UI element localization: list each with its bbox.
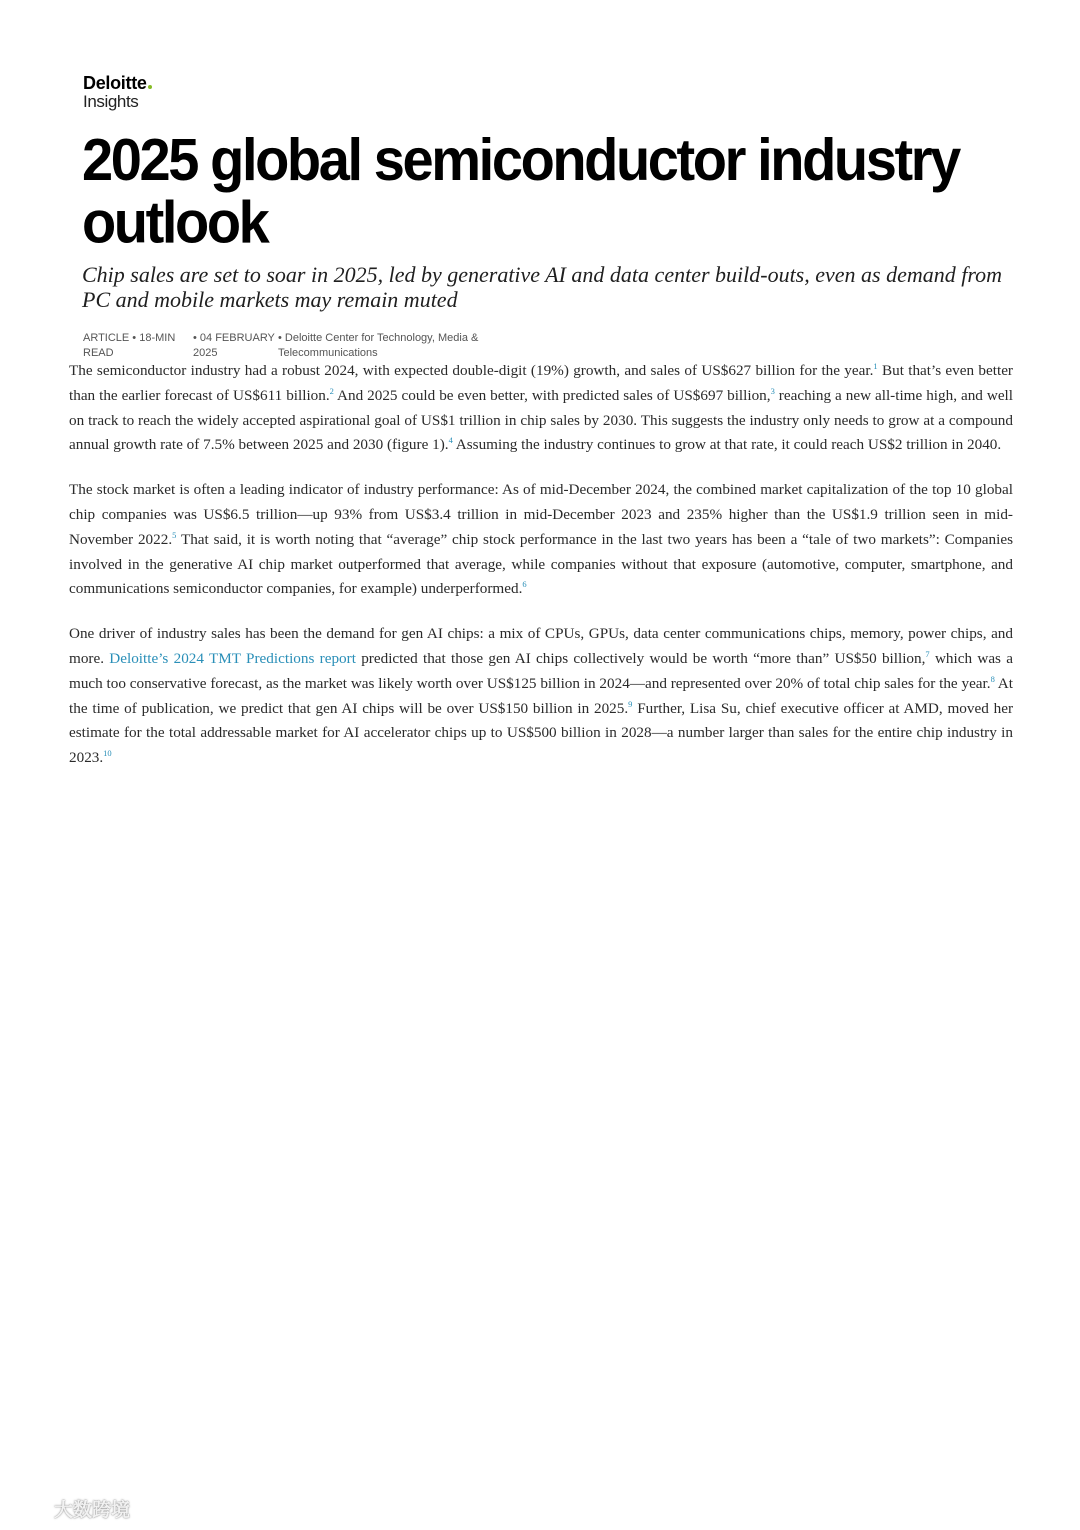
- text-run: That said, it is worth noting that “average” chip stock performance in the last two years has been a “tale of two markets”: Companies involved in the generative AI chip market outperformed that average, while companies without that exposure (automotive, computer, smartphone, and communications semiconductor companies, for example) underperformed.: [69, 530, 1013, 598]
- footnote-link[interactable]: 8: [990, 673, 995, 684]
- text-run: The stock market is often a leading indicator of industry performance: As of mid-December 2024, the combined market capitalization of the top 10 global chip companies was US$6.5 trillion—up 93% from US$3.4 trillion in mid-December 2023 and 235% higher than the US$1.9 trillion seen in mid-November 2022.: [69, 481, 1013, 548]
- tmt-predictions-link[interactable]: Deloitte’s 2024 TMT Predictions report: [109, 649, 356, 667]
- footnote-link[interactable]: 9: [628, 698, 633, 709]
- footnote-link[interactable]: 7: [925, 648, 930, 659]
- text-run: predicted that those gen AI chips collectively would be worth “more than” US$50 billion,: [355, 649, 926, 667]
- text-run: But that’s even better than the earlier forecast of US$611 billion.: [69, 362, 1013, 404]
- paragraph: [69, 478, 1013, 602]
- text-run: reaching a new all-time high, and well on track to reach the widely accepted aspirational goal of US$1 trillion in chip sales by 2030. This suggests the industry only needs to grow at a compound annual growth rate of 7.5% between 2025 and 2030 (figure 1).: [69, 386, 1013, 454]
- meta-article-type: ARTICLE • 18-MIN READ: [83, 332, 176, 359]
- watermark: [10, 1495, 130, 1522]
- article-title: 2025 global semiconductor industry outlook: [82, 125, 959, 256]
- text-run: One driver of industry sales has been the demand for gen AI chips: a mix of CPUs, GPUs, data center communications chips, memory, power chips, and more.: [69, 625, 1013, 667]
- footnote-link[interactable]: 4: [448, 435, 453, 446]
- brand-name: Deloitte: [83, 73, 147, 93]
- text-run: which was a much too conservative forecast, as the market was likely worth over US$125 billion in 2024—and represented over 20% of total chip sales for the year.: [69, 649, 1013, 692]
- footnote-link[interactable]: 6: [522, 579, 527, 590]
- brand-sub: Insights: [83, 92, 139, 111]
- text-run: And 2025 could be even better, with predicted sales of US$697 billion,: [333, 386, 771, 404]
- text-run: Assuming the industry continues to grow at that rate, it could reach US$2 trillion in 2040.: [452, 436, 1002, 454]
- watermark-logo-icon: [10, 1498, 50, 1520]
- article-subtitle: Chip sales are set to soar in 2025, led by generative AI and data center build-outs, even as demand from PC and mobile markets may remain muted: [82, 262, 1002, 312]
- meta-author[interactable]: • Deloitte Center for Technology, Media & Telecommunications: [278, 332, 479, 359]
- paragraph: [69, 622, 1013, 771]
- text-run: At the time of publication, we predict that gen AI chips will be over US$150 billion in 2025.: [69, 674, 1013, 717]
- paragraph: [69, 359, 1013, 458]
- text-run: Further, Lisa Su, chief executive officer at AMD, moved her estimate for the total addressable market for AI accelerator chips up to US$500 billion in 2028—a number larger than sales for the entire chip industry in 2023.: [69, 699, 1013, 767]
- watermark-text: 大数跨境: [54, 1499, 131, 1521]
- footnote-link[interactable]: 2: [329, 385, 334, 396]
- article-body: [69, 359, 1013, 791]
- footnote-link[interactable]: 10: [103, 748, 112, 759]
- footnote-link[interactable]: 3: [770, 385, 775, 396]
- brand-name-row: [83, 74, 152, 92]
- deloitte-insights-logo[interactable]: [83, 74, 152, 110]
- footnote-link[interactable]: 5: [172, 529, 177, 540]
- meta-date: • 04 FEBRUARY 2025: [193, 332, 275, 359]
- text-run: The semiconductor industry had a robust 2024, with expected double-digit (19%) growth, and sales of US$627 billion for the year.: [69, 362, 874, 379]
- brand-green-dot: [148, 85, 152, 89]
- article-meta: [83, 331, 508, 361]
- footnote-link[interactable]: 1: [873, 360, 878, 371]
